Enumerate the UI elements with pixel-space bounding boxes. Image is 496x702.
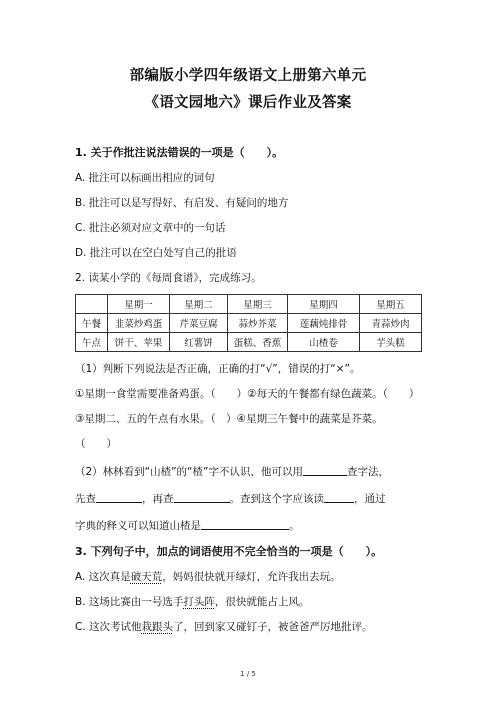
table-cell: 莲藕炖排骨 xyxy=(288,314,360,333)
answer-blank-meaning[interactable] xyxy=(201,518,289,530)
question-3-stem: 3. 下列句子中，加点的词语使用不完全恰当的一项是（ ）。 xyxy=(75,545,383,558)
table-row xyxy=(76,314,422,333)
question-2-part-2-text-a: （2）林林看到“山楂”的“楂”字不认识，他可以用 xyxy=(75,466,303,478)
question-1-option-c: C. 批注必须对应文章中的一句话 xyxy=(75,222,226,234)
question-2-part-2-line-1 xyxy=(75,464,389,479)
option-text: 了，回到家又碰钉子，被爸爸严厉地批评。 xyxy=(173,621,373,633)
table-cell: 午点 xyxy=(76,333,108,352)
table-cell: 芹菜豆腐 xyxy=(170,314,228,333)
table-cell: 蛋糕、香蕉 xyxy=(228,333,288,352)
question-2-part-2-text-g: 字典的释义可以知道山楂是 xyxy=(75,520,201,532)
answer-blank-first-lookup[interactable] xyxy=(96,491,142,503)
question-2-part-2-text-c: 先查 xyxy=(75,493,96,505)
page-number: 1 / 5 xyxy=(240,670,256,678)
table-cell: 山楂卷 xyxy=(288,333,360,352)
question-1-option-a: A. 批注可以标画出相应的词句 xyxy=(75,172,215,184)
title-line-2: 《语文园地六》课后作业及答案 xyxy=(144,95,352,111)
option-text: A. 这次真是 xyxy=(75,571,131,583)
question-2-part-2-text-b: 查字法， xyxy=(346,466,389,478)
table-header-cell: 星期二 xyxy=(170,295,228,314)
table-cell: 红薯饼 xyxy=(170,333,228,352)
table-cell: 青蒜炒肉 xyxy=(360,314,422,333)
table-header-cell: 星期三 xyxy=(228,295,288,314)
question-2-part-2-line-3 xyxy=(75,518,300,533)
table-cell: 蒜炒芥菜 xyxy=(228,314,288,333)
question-3-option-b xyxy=(75,595,309,609)
answer-blank-lookup-method[interactable] xyxy=(303,464,347,476)
option-text: ，妈妈很快就开绿灯，允许我出去玩。 xyxy=(162,571,341,583)
question-2-part-1-statements-a: ①星期一食堂需要准备鸡蛋。（ ）②每天的午餐都有绿色蔬菜。（ ） xyxy=(75,388,420,400)
answer-blank-second-lookup[interactable] xyxy=(174,491,230,503)
question-2-part-1-bracket: （ ） xyxy=(75,438,117,450)
table-header-cell: 星期四 xyxy=(288,295,360,314)
title-line-1: 部编版小学四年级语文上册第六单元 xyxy=(129,68,367,84)
table-cell: 芋头糕 xyxy=(360,333,422,352)
question-1-stem: 1. 关于作批注说法错误的一项是（ ）。 xyxy=(75,146,284,159)
table-cell: 午餐 xyxy=(76,314,108,333)
dotted-phrase: 破天荒 xyxy=(130,571,163,583)
question-2-part-2-line-2 xyxy=(75,491,386,506)
weekly-menu-table xyxy=(75,294,422,352)
question-1-option-d: D. 批注可以在空白处写自己的批语 xyxy=(75,247,237,259)
table-header-cell xyxy=(76,295,108,314)
table-header-cell: 星期一 xyxy=(108,295,170,314)
answer-blank-pronunciation[interactable] xyxy=(324,491,354,503)
question-2-part-2-text-f: ，通过 xyxy=(354,493,386,505)
table-cell: 饼干、苹果 xyxy=(108,333,170,352)
question-2-stem: 2. 读某小学的《每周食谱》，完成练习。 xyxy=(75,272,262,284)
table-cell: 韭菜炒鸡蛋 xyxy=(108,314,170,333)
table-header-cell: 星期五 xyxy=(360,295,422,314)
question-3-option-c xyxy=(75,620,373,634)
table-row xyxy=(76,333,422,352)
option-text: ，很快就能占上风。 xyxy=(214,596,310,608)
dotted-phrase: 打头阵 xyxy=(183,596,215,608)
option-text: B. 这场比赛由一号选手 xyxy=(75,596,184,608)
question-2-part-2-text-h: 。 xyxy=(289,520,300,532)
table-header-row xyxy=(76,295,422,314)
question-2-part-1-intro: （1）判断下列说法是否正确，正确的打“√”，错误的打“×”。 xyxy=(75,363,361,375)
option-text: C. 这次考试他 xyxy=(75,621,142,633)
question-1-option-b: B. 批注可以是写得好、有启发、有疑问的地方 xyxy=(75,197,289,209)
question-2-part-1-statements-b: ③星期二、五的午点有水果。（ ）④星期三午餐中的蔬菜是芥菜。 xyxy=(75,413,383,425)
dotted-phrase: 栽跟头 xyxy=(141,621,174,633)
question-2-part-2-text-e: 。查到这个字应该读 xyxy=(229,493,324,505)
question-3-option-a xyxy=(75,570,341,584)
question-2-part-2-text-d: ，再查 xyxy=(142,493,174,505)
